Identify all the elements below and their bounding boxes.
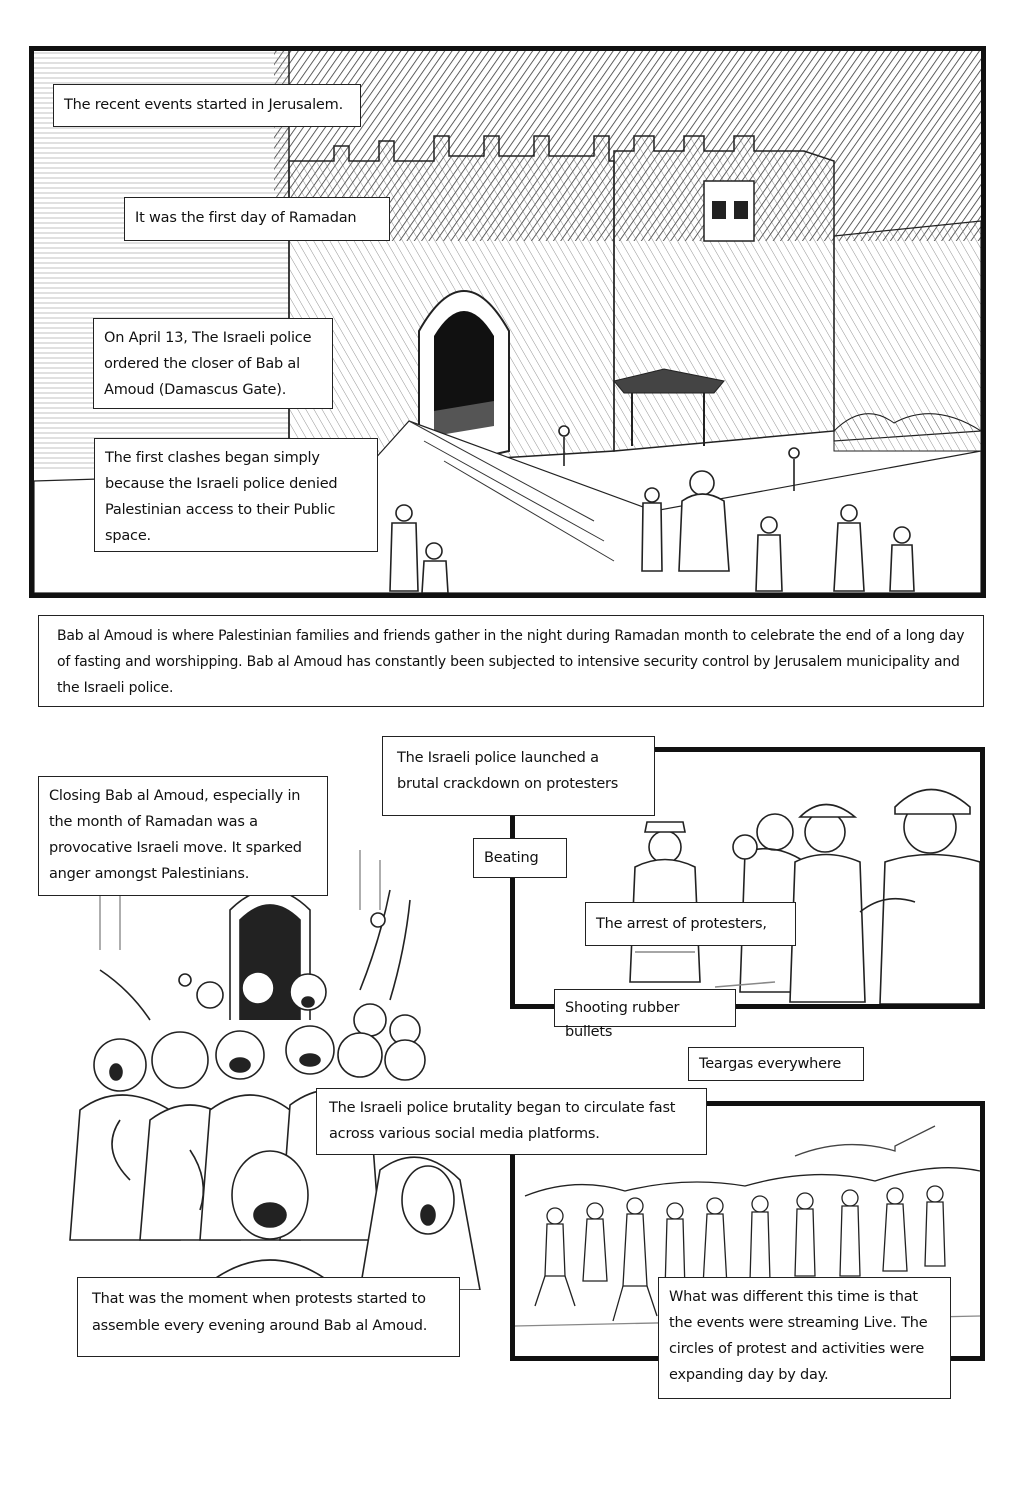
caption-first-day-ramadan: It was the first day of Ramadan [124,197,390,241]
caption-protests-assemble: That was the moment when protests started to assemble every evening around Bab al Amoud. [77,1277,460,1357]
caption-police-crackdown: The Israeli police launched a brutal crackdown on protesters [382,736,655,816]
narration-bab-al-amoud: Bab al Amoud is where Palestinian families and friends gather in the night during Ramadan month to celebrate the end of a long day of fasting and worshipping. Bab al Amoud has constantly been subjected to intensive security control by Jerusalem municipality and the Israeli police. [38,615,984,707]
label-shooting-rubber-bullets: Shooting rubber bullets [554,989,736,1027]
caption-closing-bab-al-amoud: Closing Bab al Amoud, especially in the month of Ramadan was a provocative Israeli move. It sparked anger amongst Palestinians. [38,776,328,896]
label-arrest: The arrest of protesters, [585,902,796,946]
caption-closure-april-13: On April 13, The Israeli police ordered the closer of Bab al Amoud (Damascus Gate). [93,318,333,409]
label-beating: Beating [473,838,567,878]
label-teargas-everywhere: Teargas everywhere [688,1047,864,1081]
caption-recent-events: The recent events started in Jerusalem. [53,84,361,127]
caption-streaming-live: What was different this time is that the events were streaming Live. The circles of protest and activities were expanding day by day. [658,1277,951,1399]
caption-first-clashes: The first clashes began simply because the Israeli police denied Palestinian access to their Public space. [94,438,378,552]
caption-social-media-circulation: The Israeli police brutality began to circulate fast across various social media platforms. [316,1088,707,1155]
